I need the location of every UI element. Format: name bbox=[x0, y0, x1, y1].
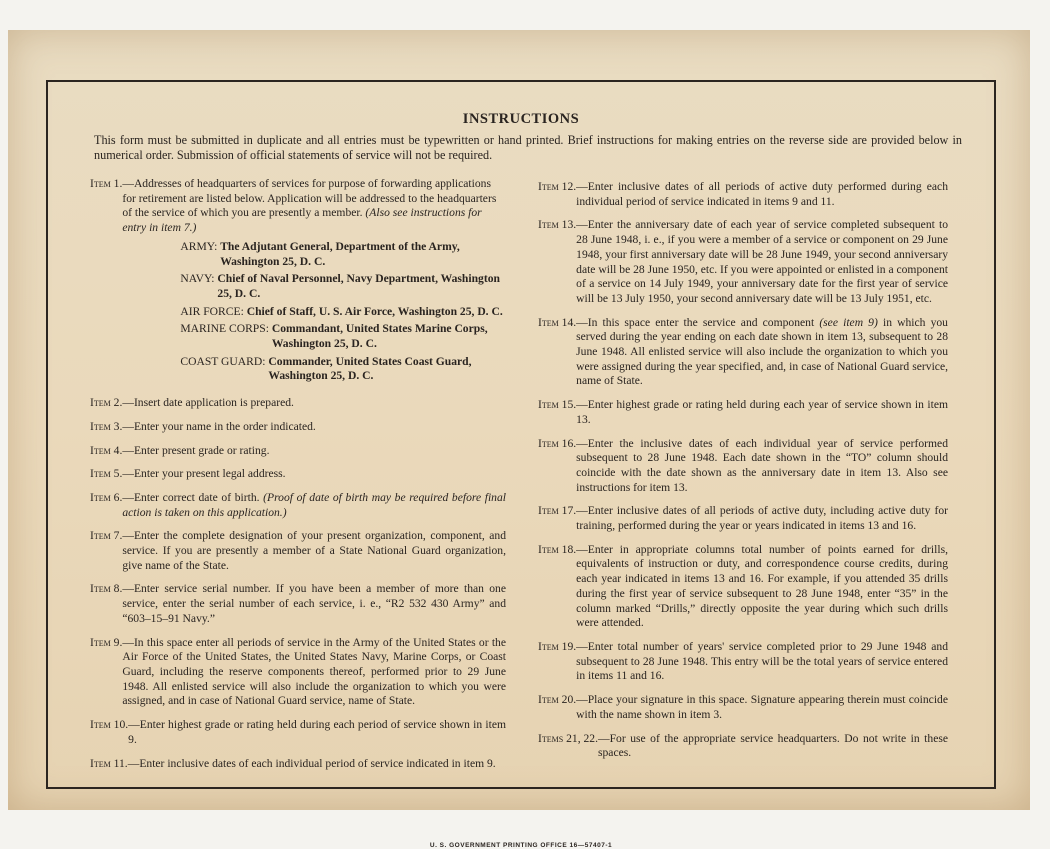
item-text-main: —Enter inclusive dates of all periods of active duty performed during each individual period of service indicated in items 9 and 11. bbox=[576, 180, 948, 208]
item-text-main: —Enter your name in the order indicated. bbox=[122, 419, 316, 433]
hq-branch: COAST GUARD: bbox=[180, 354, 266, 368]
item-label: Item 13. bbox=[538, 218, 577, 232]
instruction-item bbox=[538, 218, 948, 306]
hq-address: Chief of Naval Personnel, Navy Department, Washington 25, D. C. bbox=[217, 272, 500, 300]
intro-paragraph: This form must be submitted in duplicate and all entries must be typewritten or hand printed. Brief instructions for making entries on the reverse side are provided below in numerical order. Submission of official statements of service will not be required. bbox=[94, 133, 962, 162]
item-text-main: —Addresses of headquarters of services for purpose of forwarding applications for retirement are listed below. Application will be addressed to the headquarters of the service of which you are presently a member. bbox=[122, 177, 497, 220]
item-label: Item 5. bbox=[90, 467, 123, 481]
item-text bbox=[576, 640, 948, 684]
item-label: Item 16. bbox=[538, 436, 577, 450]
item-text bbox=[576, 693, 948, 722]
item-label: Item 10. bbox=[90, 718, 129, 732]
item-text-main: —Enter the complete designation of your present organization, component, and service. If you are presently a member of a State National Guard organization, give name of the State. bbox=[122, 529, 506, 572]
item-text bbox=[122, 636, 506, 710]
item-text-main: —Enter the inclusive dates of each individual year of service performed subsequent to 28 June 1948. Each date shown in the “TO” column should coincide with the date shown as the anniversary date in item 13. Also see instructions for item 13. bbox=[576, 436, 948, 494]
item-label: Item 14. bbox=[538, 315, 577, 329]
instruction-item bbox=[90, 582, 506, 626]
hq-branch: NAVY: bbox=[180, 272, 215, 286]
item-text-main: —Enter your present legal address. bbox=[122, 467, 286, 481]
item-text-after: in which you served during the year ending on each date shown in item 13, subsequent to 28 June 1948. All enlisted service will also include the organization to which you were assigned during the year specified, and, in case of National Guard service, name of State. bbox=[576, 315, 948, 388]
item-text-main: —Enter the anniversary date of each year of service completed subsequent to 28 June 1948, i. e., if you were a member of a service or component on 29 June 1948, your first anniversary date will be 28 June 1949, your second anniversary date will be 28 June 1950, etc. If you were appointed or enlisted in a component of a service on 14 July 1949, your anniversary date for the first year of service will be 13 July 1950, your second anniversary date will be 13 July 1951, etc. bbox=[576, 218, 949, 305]
item-text-main: —Enter inclusive dates of each individual period of service indicated in item 9. bbox=[127, 756, 496, 770]
item-label: Item 1. bbox=[90, 177, 123, 190]
item-label: Items 21, 22. bbox=[538, 731, 598, 745]
item-text bbox=[122, 420, 506, 435]
item-text-main: —Enter present grade or rating. bbox=[122, 443, 270, 457]
item-label: Item 20. bbox=[538, 693, 577, 707]
item-text bbox=[576, 398, 948, 427]
instruction-item bbox=[538, 693, 948, 722]
item-text-main: —Insert date application is prepared. bbox=[122, 396, 294, 410]
printing-office-footer: U. S. GOVERNMENT PRINTING OFFICE 16—57407-1 bbox=[429, 842, 613, 849]
hq-address: Commandant, United States Marine Corps, Washington 25, D. C. bbox=[271, 322, 488, 351]
item-label: Item 4. bbox=[90, 443, 123, 457]
item-text bbox=[122, 177, 496, 234]
item-1-block bbox=[122, 177, 506, 387]
item-text-main: —Enter total number of years' service completed prior to 29 June 1948 and subsequent to 28 June 1948. This entry will be the total years of service entered in items 11 and 16. bbox=[576, 639, 948, 683]
item-text bbox=[122, 529, 506, 573]
item-text-main: —In this space enter all periods of service in the Army of the United States or the Air Force of the United States, the United States Navy, Marine Corps, or Coast Guard, including the reserve components thereof, performed prior to 29 June 1948. All enlisted service will also include the organization to which you were assigned, and in case of National Guard service, name of State. bbox=[122, 635, 506, 708]
item-text bbox=[122, 467, 506, 482]
item-italic-note: (see item 9) bbox=[819, 315, 878, 329]
item-text bbox=[576, 543, 948, 631]
item-label: Item 15. bbox=[538, 398, 577, 412]
item-label: Item 11. bbox=[90, 756, 128, 770]
item-label: Item 19. bbox=[538, 639, 577, 653]
item-text-main: —Enter in appropriate columns total number of points earned for drills, equivalents of instruction or duty, and correspondence course credits, during each year indicated in items 13 and 16. For example, if you attended 35 drills during the first year of service subsequent to 28 June 1948, enter “35” in the column marked “Drills,” directly opposite the year during which such drills were attended. bbox=[576, 542, 948, 630]
instruction-item bbox=[90, 491, 506, 520]
item-text bbox=[576, 316, 948, 390]
instruction-item bbox=[90, 396, 506, 411]
instruction-item bbox=[538, 180, 948, 209]
item-text bbox=[128, 757, 506, 772]
item-text-main: —Place your signature in this space. Signature appearing therein must coincide with the name shown in item 3. bbox=[576, 693, 948, 721]
headquarters-list bbox=[180, 240, 506, 384]
instruction-item bbox=[90, 177, 506, 387]
right-column bbox=[538, 180, 948, 770]
item-label: Item 12. bbox=[538, 180, 577, 193]
item-italic-note: (Proof of date of birth may be required before final action is taken on this application.) bbox=[122, 490, 506, 519]
document-page bbox=[8, 30, 1030, 849]
item-text bbox=[122, 491, 506, 520]
hq-address: The Adjutant General, Department of the Army, Washington 25, D. C. bbox=[220, 239, 460, 268]
instruction-item bbox=[538, 732, 948, 761]
instruction-item bbox=[90, 444, 506, 459]
instruction-item bbox=[90, 467, 506, 482]
hq-branch: AIR FORCE: bbox=[180, 304, 244, 318]
headquarters-entry bbox=[180, 240, 506, 269]
instruction-item bbox=[538, 398, 948, 427]
left-column bbox=[90, 177, 506, 780]
item-text-main: —Enter highest grade or rating held during each period of service shown in item 9. bbox=[128, 718, 506, 746]
item-text bbox=[576, 504, 948, 533]
item-text bbox=[576, 180, 948, 209]
item-label: Item 3. bbox=[90, 419, 123, 433]
instruction-item bbox=[538, 504, 948, 533]
item-label: Item 8. bbox=[90, 582, 123, 596]
item-label: Item 6. bbox=[90, 490, 123, 504]
item-text bbox=[122, 444, 506, 459]
item-text-main: —Enter service serial number. If you have been a member of more than one service, enter the serial number of each service, i. e., “R2 532 430 Army” and “603–15–91 Navy.” bbox=[122, 582, 506, 625]
item-label: Item 2. bbox=[90, 396, 123, 410]
item-label: Item 7. bbox=[90, 529, 123, 543]
page-border bbox=[46, 80, 996, 849]
page-title: INSTRUCTIONS bbox=[462, 111, 580, 127]
item-label: Item 9. bbox=[90, 635, 123, 649]
hq-branch: ARMY: bbox=[180, 239, 218, 253]
item-text bbox=[128, 718, 506, 747]
instruction-item bbox=[90, 529, 506, 573]
instruction-item bbox=[538, 316, 948, 390]
item-text-main: —For use of the appropriate service headquarters. Do not write in these spaces. bbox=[597, 731, 948, 760]
item-text bbox=[122, 582, 506, 626]
instruction-item bbox=[538, 543, 948, 631]
item-text-main: —Enter inclusive dates of all periods of active duty, including active duty for training, performed during the year or years indicated in items 13 and 16. bbox=[576, 504, 948, 533]
item-label: Item 18. bbox=[538, 542, 577, 556]
item-text-main: —In this space enter the service and component bbox=[576, 315, 815, 329]
item-italic-note: (Also see instructions for entry in item 7.) bbox=[122, 206, 482, 235]
item-text bbox=[598, 732, 948, 761]
hq-address: Chief of Staff, U. S. Air Force, Washington 25, D. C. bbox=[246, 304, 503, 318]
headquarters-entry bbox=[180, 272, 506, 301]
instruction-item bbox=[538, 437, 948, 496]
item-label: Item 17. bbox=[538, 504, 577, 518]
instruction-item bbox=[90, 757, 506, 772]
headquarters-entry bbox=[180, 305, 506, 320]
item-text-main: —Enter correct date of birth. bbox=[122, 490, 260, 504]
hq-address: Commander, United States Coast Guard, Washington 25, D. C. bbox=[268, 354, 472, 383]
headquarters-entry bbox=[180, 355, 506, 384]
instruction-item bbox=[90, 420, 506, 435]
item-text bbox=[576, 437, 948, 496]
headquarters-entry bbox=[180, 322, 506, 351]
item-text bbox=[122, 396, 506, 411]
item-text bbox=[576, 218, 948, 306]
instruction-item bbox=[90, 718, 506, 747]
item-text-main: —Enter highest grade or rating held during each year of service shown in item 13. bbox=[576, 398, 948, 426]
hq-branch: MARINE CORPS: bbox=[180, 322, 269, 336]
instruction-item bbox=[538, 640, 948, 684]
instruction-item bbox=[90, 636, 506, 710]
